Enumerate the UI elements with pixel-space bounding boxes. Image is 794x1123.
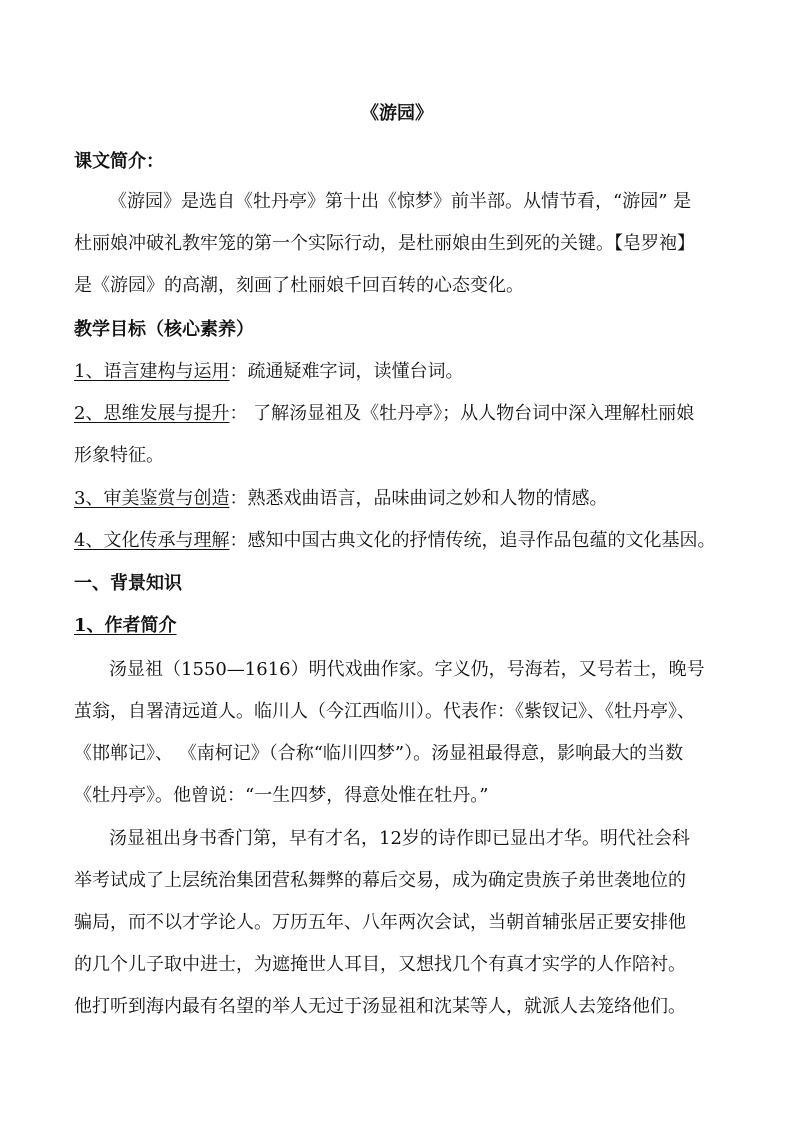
- bio-line-4: 《牡丹亭》。他曾说：“一生四梦，得意处惟在牡丹。”: [74, 785, 489, 806]
- goal-text-4: ：感知中国古典文化的抒情传统，追寻作品包蕴的文化基因。: [229, 530, 716, 551]
- document-title: 《游园》: [361, 103, 433, 124]
- intro-line-3: 是《游园》的高潮，刻画了杜丽娘千回百转的心态变化。: [74, 275, 524, 296]
- intro-line-2: 杜丽娘冲破礼教牢笼的第一个实际行动，是杜丽娘由生到死的关键。【皂罗袍】: [74, 233, 695, 254]
- section-heading: 一、背景知识: [74, 573, 182, 594]
- goal-item-2-cont: 形象特征。: [74, 445, 164, 466]
- bio-line-2: 茧翁，自署清远道人。临川人（今江西临川）。代表作：《紫钗记》、《牡丹亭》、: [74, 701, 695, 722]
- bio2-line-3: 骗局，而不以才学论人。万历五年、八年两次会试，当朝首辅张居正要安排他: [74, 912, 686, 933]
- goal-label-1: 1、语言建构与运用: [74, 361, 230, 382]
- goal-text-3: ：熟悉戏曲语言，品味曲词之妙和人物的情感。: [229, 488, 608, 509]
- goal-item-2: [74, 402, 742, 426]
- goal-item-1: [74, 360, 742, 384]
- intro-line-1: 《游园》是选自《牡丹亭》第十出《惊梦》前半部。从情节看，“游园” 是: [109, 191, 692, 212]
- goal-item-4: [74, 529, 742, 553]
- goal-label-4: 4、文化传承与理解: [74, 530, 230, 551]
- goal-label-2: 2、思维发展与提升: [74, 403, 230, 424]
- subsection-heading-wrap: [74, 614, 742, 638]
- subsection-heading: 1、作者简介: [74, 615, 177, 636]
- bio2-line-2: 举考试成了上层统治集团营私舞弊的幕后交易，成为确定贵族子弟世袭地位的: [74, 870, 686, 891]
- goal-text-1: ：疏通疑难字词，读懂台词。: [229, 361, 464, 382]
- goal-label-3: 3、审美鉴赏与创造: [74, 488, 230, 509]
- goals-heading: 教学目标（核心素养）: [74, 319, 254, 340]
- goal-text-2: ： 了解汤显祖及《牡丹亭》；从人物台词中深入理解杜丽娘: [229, 403, 695, 424]
- bio-line-3: 《邯郸记》、 《南柯记》（合称“临川四梦”）。汤显祖最得意，影响最大的当数: [74, 743, 684, 764]
- goal-item-3: [74, 487, 742, 511]
- bio2-line-5: 他打听到海内最有名望的举人无过于汤显祖和沈某等人，就派人去笼络他们。: [74, 996, 686, 1017]
- bio2-line-1: 汤显祖出身书香门第，早有才名，12岁的诗作即已显出才华。明代社会科: [109, 828, 690, 849]
- intro-heading: 课文简介：: [74, 151, 164, 172]
- bio2-line-4: 的几个儿子取中进士，为遮掩世人耳目，又想找几个有真才实学的人作陪衬。: [74, 954, 686, 975]
- bio-line-1: 汤显祖（1550—1616）明代戏曲作家。字义仍，号海若，又号若士，晚号: [109, 659, 705, 680]
